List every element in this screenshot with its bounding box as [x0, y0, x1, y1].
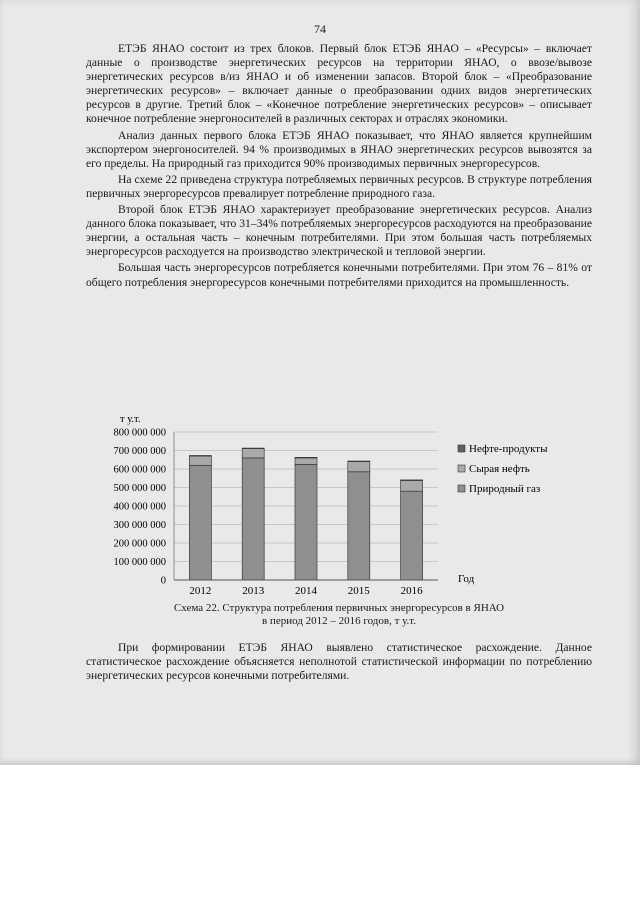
bar-segment [401, 491, 423, 580]
page-number: 74 [314, 22, 326, 36]
y-tick-label: 0 [160, 575, 166, 587]
bar-segment [348, 462, 370, 472]
y-tick-label: 700 000 000 [113, 446, 166, 457]
bar-segment [242, 449, 264, 458]
bar-segment [242, 458, 264, 580]
caption-line: в период 2012 – 2016 годов, т у.т. [261, 615, 417, 627]
y-tick-label: 300 000 000 [113, 520, 166, 531]
legend-swatch [458, 445, 465, 452]
y-tick-label: 200 000 000 [113, 538, 166, 550]
chart [86, 414, 616, 624]
y-tick-label: 500 000 000 [113, 483, 166, 494]
x-tick-label: 2012 [189, 585, 212, 597]
closing-text [86, 641, 592, 683]
legend-label: Природный газ [469, 483, 541, 495]
bars [189, 448, 422, 580]
caption-line: Схема 22. Структура потребления первичных энергоресурсов в ЯНАО [173, 602, 505, 614]
bar-segment [348, 461, 370, 462]
bar-segment [295, 458, 317, 464]
paragraph: Большая часть энергоресурсов потребляется конечными потребителями. При этом 76 – 81% от общего потребления энергоресурсов конечными потребителями приходится на промышленность. [86, 261, 592, 289]
legend-label: Сырая нефть [469, 463, 530, 475]
bar-segment [401, 480, 423, 481]
legend [458, 443, 548, 495]
body-text [86, 42, 592, 292]
y-tick-label: 800 000 000 [113, 427, 166, 439]
paragraph: Анализ данных первого блока ЕТЭБ ЯНАО показывает, что ЯНАО является крупнейшим экспортером энергоносителей. 94 % производимых в ЯНАО энергетических ресурсов вывозятся за его пределы. На природный газ приходится 90% производимых первичных энергоресурсов. [86, 128, 592, 170]
bar-segment [348, 472, 370, 580]
x-tick-label: 2016 [400, 585, 423, 597]
paragraph: При формировании ЕТЭБ ЯНАО выявлено статистическое расхождение. Данное статистическое расхождение объясняется неполнотой статистической информации по потреблению энергетических ресурсов конечными потребителями. [86, 641, 592, 683]
paragraph: Второй блок ЕТЭБ ЯНАО характеризует преобразование энергетических ресурсов. Анализ данного блока показывает, что 31–34% потребляемых энергоресурсов расходуются на преобразование энергии, а остальная часть – конечным потребителями. При этом большая часть потребляемых энергоресурсов расходуется на производство электрической и тепловой энергии. [86, 203, 592, 259]
bar-segment [295, 457, 317, 458]
paragraph: На схеме 22 приведена структура потребляемых первичных ресурсов. В структуре потребления первичных энергоресурсов превалирует потребление природного газа. [86, 172, 592, 200]
y-tick-labels [114, 428, 167, 587]
bar-segment [242, 448, 264, 449]
y-tick-label: 400 000 000 [113, 501, 166, 513]
bar-segment [189, 455, 211, 456]
x-tick-label: 2013 [242, 585, 265, 597]
y-tick-label: 600 000 000 [113, 464, 166, 476]
legend-swatch [458, 465, 465, 472]
bar-segment [295, 464, 317, 580]
legend-label: Нефте-продукты [469, 443, 548, 455]
legend-swatch [458, 485, 465, 492]
y-axis-label: т у.т. [120, 414, 141, 425]
x-tick-label: 2014 [295, 585, 317, 597]
stacked-bar-chart [86, 414, 616, 604]
bar-segment [401, 480, 423, 491]
x-tick-labels [189, 585, 423, 597]
paragraph: ЕТЭБ ЯНАО состоит из трех блоков. Первый блок ЕТЭБ ЯНАО – «Ресурсы» – включает данные о производстве энергетических ресурсов на территории ЯНАО, о ввозе/вывозе энергетических ресурсов в/из ЯНАО и об изменении запасов. Второй блок – «Преобразование энергетических ресурсов» – включает данные о преобразовании одних видов энергетических ресурсов в другие. Третий блок – «Конечное потребление энергетических ресурсов» – описывает конечное потребление энергоносителей в различных секторах и отраслях экономики. [86, 42, 592, 126]
x-axis-label: Год [458, 573, 475, 585]
y-tick-label: 100 000 000 [113, 557, 166, 568]
x-tick-label: 2015 [347, 585, 370, 597]
bar-segment [189, 456, 211, 465]
figure-caption [86, 602, 592, 628]
bar-segment [189, 465, 211, 580]
